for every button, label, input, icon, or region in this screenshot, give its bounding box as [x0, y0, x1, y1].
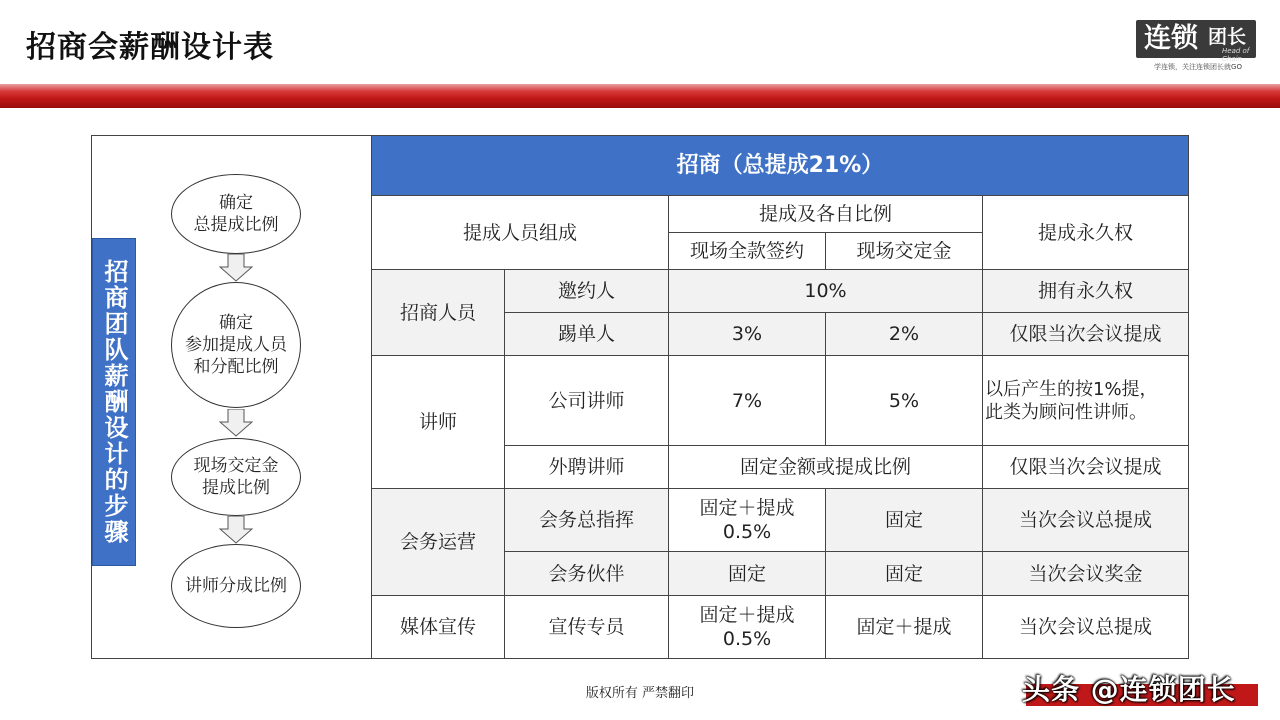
table-row — [372, 489, 1189, 552]
group-cell: 招商人员 — [372, 270, 505, 356]
full-sign-cell: 固定 — [669, 552, 826, 596]
header-deposit: 现场交定金 — [826, 233, 983, 270]
role-cell: 邀约人 — [505, 270, 669, 313]
commission-table — [371, 135, 1189, 659]
permanent-cell: 仅限当次会议提成 — [983, 313, 1189, 356]
step-1-ellipse: 确定 总提成比例 — [171, 174, 301, 254]
watermark-text: 头条 @连锁团长 — [1022, 673, 1236, 706]
header-row — [372, 196, 1189, 233]
step-4-ellipse: 讲师分成比例 — [171, 544, 301, 628]
steps-banner-text: 招商团队薪酬设计的步骤 — [100, 259, 128, 545]
table-row — [372, 596, 1189, 659]
logo-english-text: Head of Chain — [1222, 47, 1250, 63]
table-row — [372, 270, 1189, 313]
step-3-ellipse: 现场交定金 提成比例 — [171, 438, 301, 516]
step-2-ellipse: 确定 参加提成人员 和分配比例 — [171, 282, 301, 408]
role-cell: 踢单人 — [505, 313, 669, 356]
down-arrow-icon — [219, 409, 253, 437]
footer-copyright: 版权所有 严禁翻印 — [585, 686, 695, 701]
header-ratio: 提成及各自比例 — [669, 196, 983, 233]
header-composition: 提成人员组成 — [372, 196, 669, 270]
header-full-sign: 现场全款签约 — [669, 233, 826, 270]
down-arrow-icon — [219, 254, 253, 282]
permanent-cell: 仅限当次会议提成 — [983, 446, 1189, 489]
role-cell: 公司讲师 — [505, 356, 669, 446]
logo-main-text: 连锁 — [1144, 23, 1198, 54]
role-cell: 宣传专员 — [505, 596, 669, 659]
deposit-cell: 2% — [826, 313, 983, 356]
header-divider-band — [0, 84, 1280, 108]
brand-logo — [1134, 18, 1262, 74]
deposit-cell: 固定 — [826, 552, 983, 596]
logo-sub-text: 团长 — [1208, 26, 1247, 48]
table-title: 招商（总提成21%） — [372, 136, 1189, 196]
role-cell: 外聘讲师 — [505, 446, 669, 489]
deposit-cell: 固定 — [826, 489, 983, 552]
full-sign-cell: 固定＋提成 0.5% — [669, 489, 826, 552]
full-sign-cell: 固定＋提成 0.5% — [669, 596, 826, 659]
permanent-cell: 当次会议奖金 — [983, 552, 1189, 596]
header-permanent: 提成永久权 — [983, 196, 1189, 270]
permanent-cell: 当次会议总提成 — [983, 596, 1189, 659]
full-sign-cell: 固定金额或提成比例 — [669, 446, 983, 489]
full-sign-cell: 10% — [669, 270, 983, 313]
steps-panel — [91, 135, 372, 659]
deposit-cell: 固定＋提成 — [826, 596, 983, 659]
table-row — [372, 356, 1189, 446]
permanent-cell: 以后产生的按1%提， 此类为顾问性讲师。 — [983, 356, 1189, 446]
group-cell: 讲师 — [372, 356, 505, 489]
full-sign-cell: 3% — [669, 313, 826, 356]
role-cell: 会务伙伴 — [505, 552, 669, 596]
permanent-cell: 当次会议总提成 — [983, 489, 1189, 552]
role-cell: 会务总指挥 — [505, 489, 669, 552]
logo-box — [1136, 20, 1256, 63]
deposit-cell: 5% — [826, 356, 983, 446]
steps-banner — [92, 238, 136, 566]
permanent-cell: 拥有永久权 — [983, 270, 1189, 313]
page-title: 招商会薪酬设计表 — [26, 30, 274, 65]
table-title-row — [372, 136, 1189, 196]
down-arrow-icon — [219, 516, 253, 544]
group-cell: 媒体宣传 — [372, 596, 505, 659]
full-sign-cell: 7% — [669, 356, 826, 446]
logo-slogan: 学连锁，关注连锁团长就GO — [1154, 63, 1242, 71]
group-cell: 会务运营 — [372, 489, 505, 596]
